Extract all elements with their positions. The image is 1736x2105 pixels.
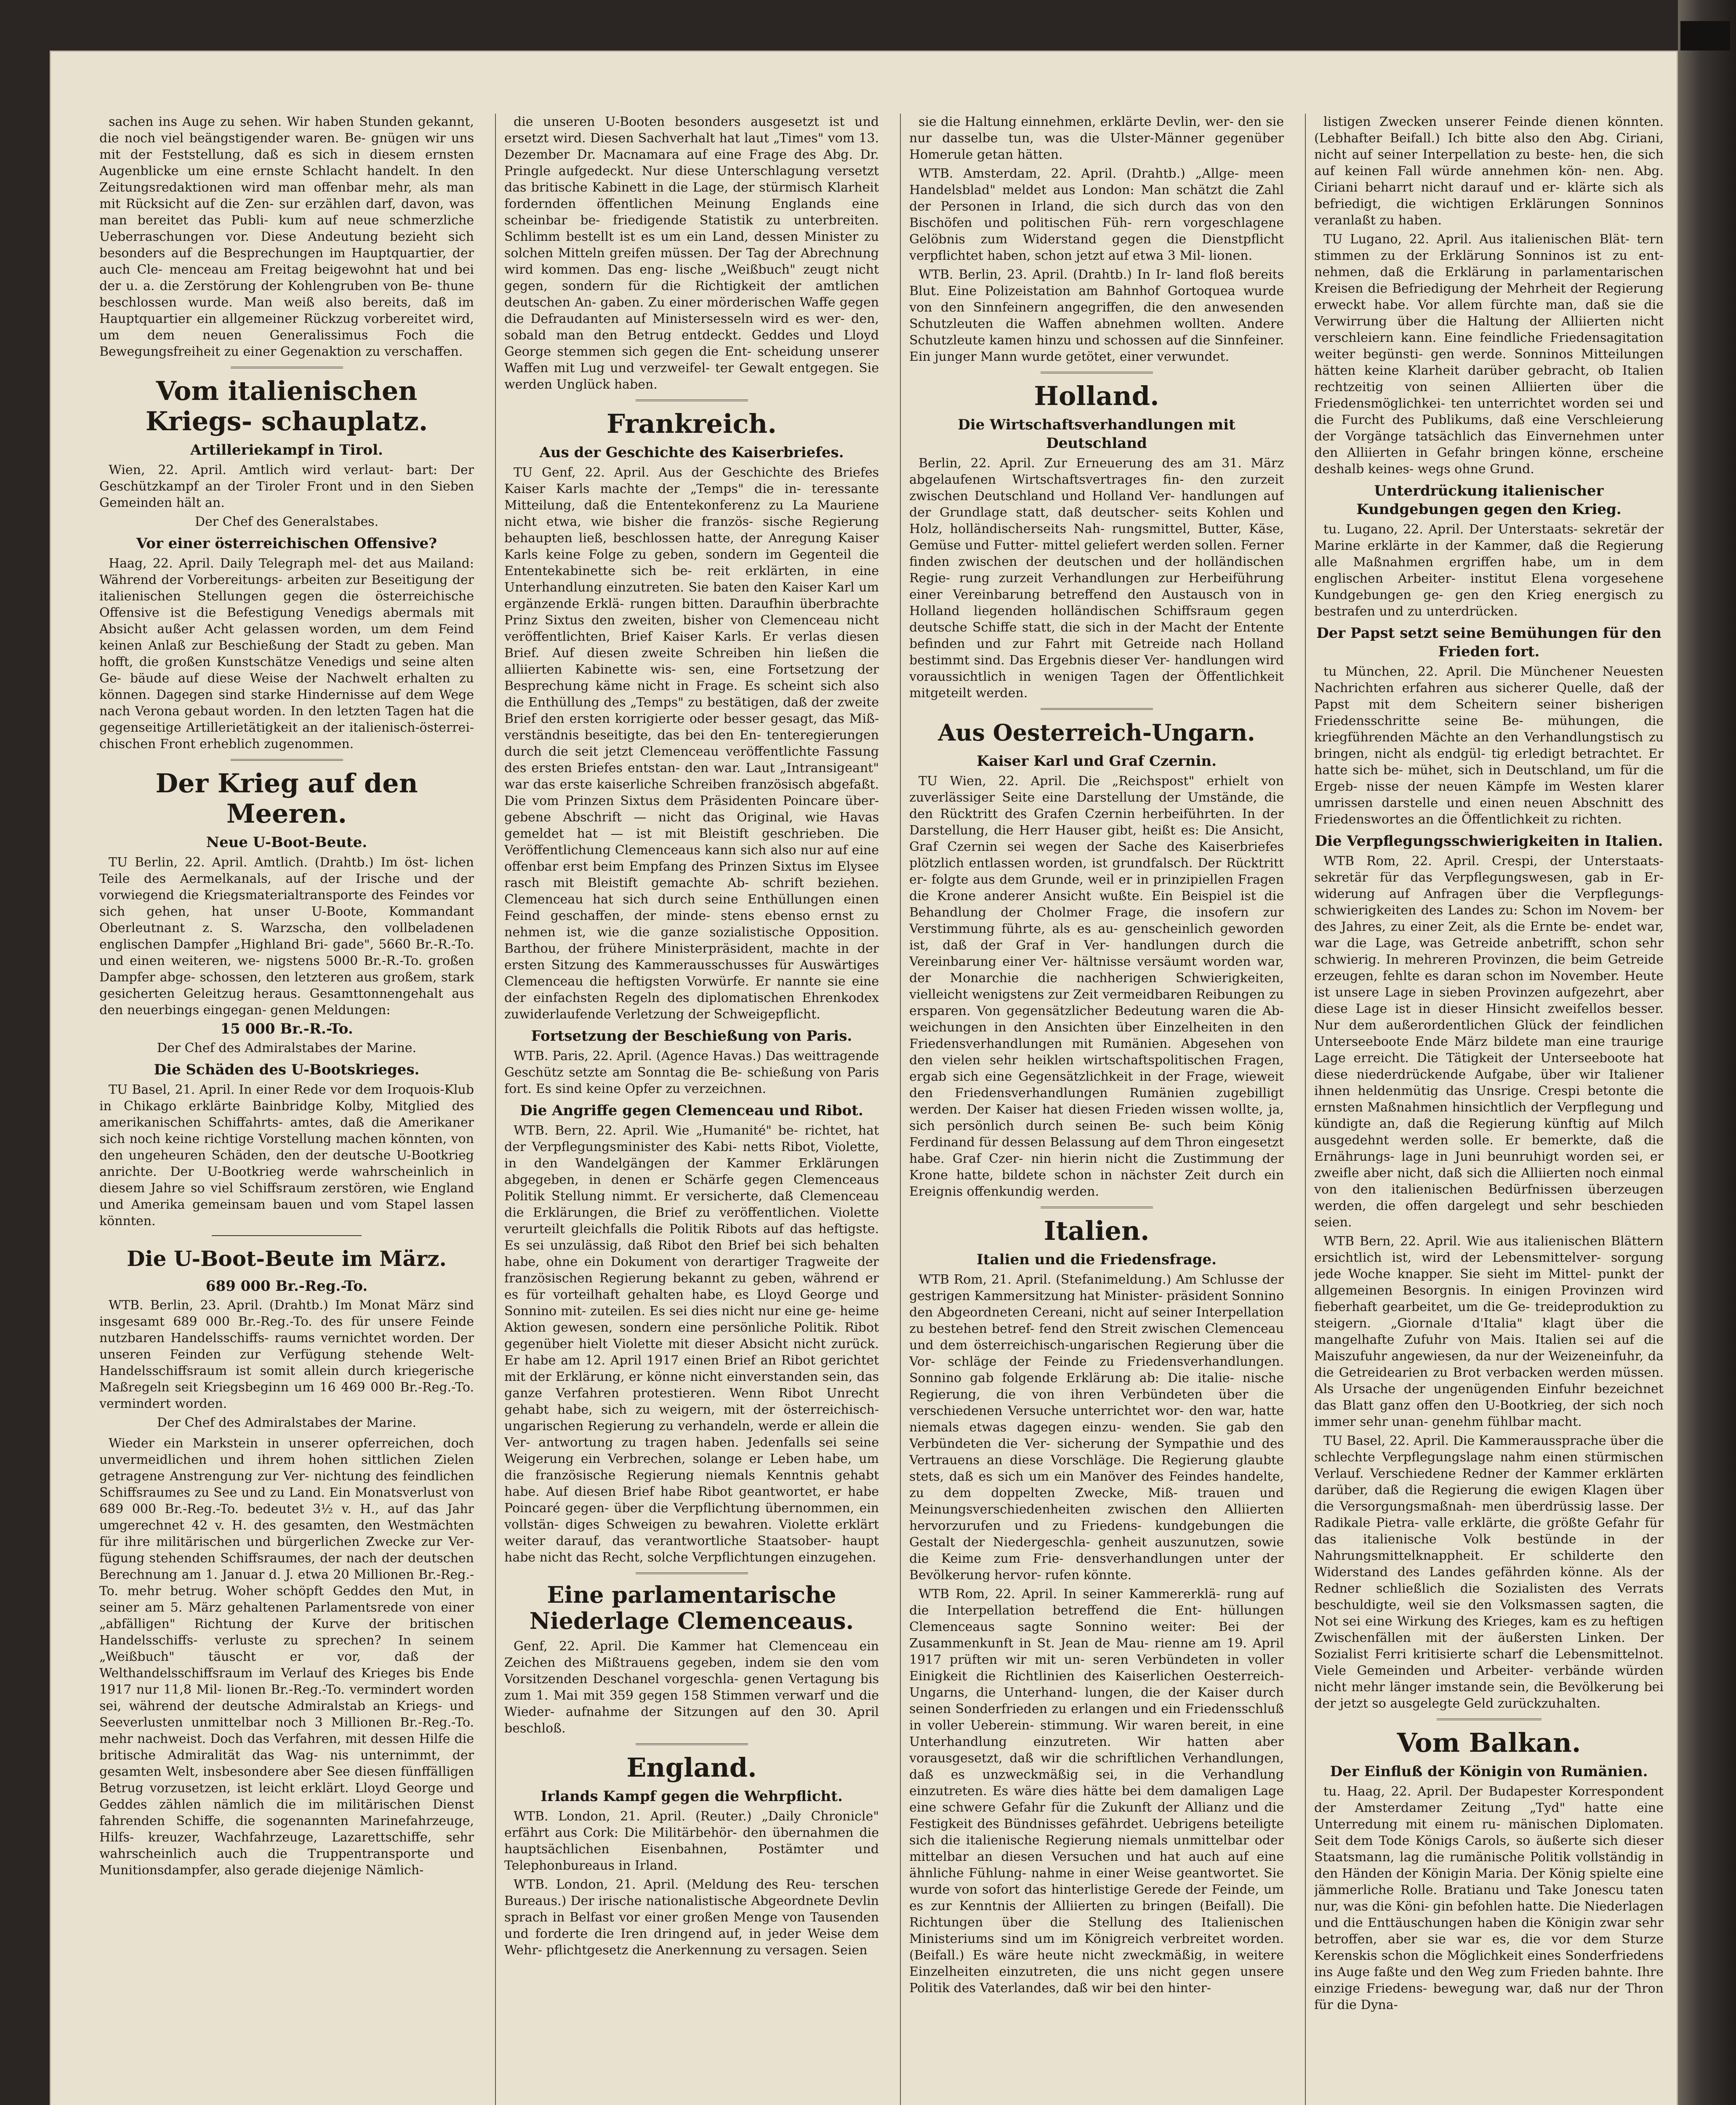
subheading: Die Verpflegungsschwierigkeiten in Italien. bbox=[1315, 833, 1663, 850]
subheading: Die Angriffe gegen Clemenceau und Ribot. bbox=[520, 1102, 863, 1119]
column-1 bbox=[99, 114, 474, 2105]
article-text: WTB Rom, 21. April. (Stefanimeldung.) Am Schlusse der gestrigen Kammersitzung hat Minister- präsident Sonnino den Abgeordneten Cereani, nicht auf seiner Interpellation zu bestehen betref- fend den Streit zwischen Clemenceau und dem österreichisch-ungarischen Regierung über die Vor- schläge der Feinde zu Friedensverhandlungen. Sonnino gab folgende Erklärung ab: Die italie- nische Regierung, die von ihren Verbündeten über die verschiedenen Versuche unterrichtet wor- den war, hatte niemals etwas dagegen einzu- wenden. Sie gab den Verbündeten die Ver- sicherung der Sympathie und des Vertrauens an diese Vorschläge. Die Regierung glaubte stets, daß es sich um ein Manöver des Feindes handelte, zu dem doppelten Zwecke, Miß- trauen und Meinungsverschiedenheiten zwischen den Alliierten hervorzurufen und zu Friedens- kundgebungen die Gestalt der Niedergeschla- genheit auszunutzen, sowie die Keime zum Frie- densverhandlungen unter der Bevölkerung hervor- rufen könnte. bbox=[909, 1272, 1284, 1583]
article-text: Wien, 22. April. Amtlich wird verlaut- bart: Der Geschützkampf an der Tiroler Front und in den Sieben Gemeinden hält an. bbox=[99, 463, 474, 510]
section-heading: Frankreich. bbox=[607, 408, 777, 439]
binder-clip bbox=[1680, 21, 1730, 51]
article-text: tu. Lugano, 22. April. Der Unterstaats- sekretär der Marine erklärte in der Kammer, daß die Regierung alle Maßnahmen ergriffen habe, um in dem englischen Arbeiter- institut Elena vorgesehene Kundgebungen ge- gen den Krieg energisch zu bestrafen und zu unterdrücken. bbox=[1314, 522, 1664, 619]
article-text: Berlin, 22. April. Zur Erneuerung des am 31. März abgelaufenen Wirtschaftsvertrages fin- den zurzeit zwischen Deutschland und Holland Ver- handlungen auf der Grundlage statt, daß deutscher- seits Kohlen und Holz, holländischerseits Nah- rungsmittel, Butter, Käse, Gemüse und Futter- mittel geliefert werden sollen. Ferner finden zwischen der deutschen und der holländischen Regie- rung zurzeit Verhandlungen zur Herbeiführung einer Vereinbarung betreffend den Austausch von in Holland liegenden holländischen Schiffsraum gegen deutsche Schiffe statt, die sich in der Macht der Entente befinden und zur Fahrt mit Getreide nach Holland bestimmt sind. Das Ergebnis dieser Ver- handlungen wird voraussichtlich in wenigen Tagen der Öffentlichkeit mitgeteilt werden. bbox=[909, 456, 1284, 701]
article-text: tu München, 22. April. Die Münchener Neuesten Nachrichten erfahren aus sicherer Quelle, daß der Papst mit dem Scheitern seiner bisherigen Friedensschritte seine Be- mühungen, die kriegführenden Mächte an den Verhandlungstisch zu bringen, nicht als endgül- tig erledigt betrachtet. Er hatte sich be- mühet, sich in Deutschland, um für die Ergeb- nisse der neuen Kämpfe im Westen klarer umrissen darstelle und einen neuen Abschnitt des Friedenswortes an die Öffentlichkeit zu richten. bbox=[1314, 664, 1664, 827]
divider bbox=[1041, 1207, 1153, 1208]
article-text: TU Lugano, 22. April. Aus italienischen Blät- tern stimmen zu der Erklärung Sonninos ist zu ent- nehmen, daß die Erklärung in parlamentarischen Kreisen die Befriedigung der Mehrheit der Regierung erweckt habe. Vor allem fürchte man, daß sie die Verwirrung über die Haltung der Alliierten nicht verschleiern kann. Eine feindliche Friedensagitation weiter begünsti- gen werde. Sonninos Mitteilungen hätten keine Klarheit darüber gebracht, ob Italien rechtzeitig von seinen Alliierten über die Friedensmöglichkei- ten unterrichtet worden sei und die Furcht des Publikums, daß eine Verschleierung der Vorgänge tatsächlich das Einvernehmen unter den Alliierten in Gefahr bringen könne, erscheine deshalb keines- wegs ohne Grund. bbox=[1314, 232, 1664, 477]
divider bbox=[1041, 708, 1153, 710]
article-text: WTB Rom, 22. April. In seiner Kammererklä- rung auf die Interpellation betreffend die Ent- hüllungen Clemenceaus sagte Sonnino weiter: Bei der Zusammenkunft in St. Jean de Mau- rienne am 19. April 1917 prüften wir mit un- seren Verbündeten in voller Einigkeit die Richtlinien des Kaiserlichen Oesterreich-Ungarns, die Unterhand- lungen, die der Kaiser durch seinen Sonderfrieden zu erlangen und ein Friedensschluß in voller Ueberein- stimmung. Wir waren bereit, in eine Unterhandlung einzutreten. Wir hatten aber vorausgesetzt, daß wir die schriftlichen Verhandlungen, daß es unzweckmäßig sei, in die Verhandlung einzutreten. Es wäre dies hätte bei dem damaligen Lage eine schwere Gefahr für die Zukunft der Allianz und die Festigkeit des Bündnisses gefährdet. Uebrigens beteiligte sich die italienische Regierung niemals unmittelbar oder mittelbar an diesen Versuchen und hat auch auf eine ähnliche Fühlung- nahme in einer Weise geantwortet. Sie wurde von sofort das hinterlistige Gerede der Feinde, um es zur Kenntnis der Alliierten zu bringen (Beifall). Die Richtungen über die Stellung des Italienischen Ministeriums sind um im Königreich verbreitet worden. (Beifall.) Es wäre heute nicht zweckmäßig, in weitere Einzelheiten einzutreten, die uns nicht gegen unsere Politik des Vaterlandes, daß wir bei den hinter- bbox=[909, 1587, 1284, 1996]
divider bbox=[212, 1235, 362, 1236]
article-text: WTB. Berlin, 23. April. (Drahtb.) Im Monat März sind insgesamt 689 000 Br.-Reg.-To. des für unsere Feinde nutzbaren Handelsschiffs- raums vernichtet worden. Der unseren Feinden zur Verfügung stehende Welt-Handelsschiffsraum ist somit allein durch kriegerische Maßregeln seit Kriegsbeginn um 16 469 000 Br.-Reg.-To. vermindert worden. bbox=[99, 1298, 474, 1411]
section-heading: Italien. bbox=[1044, 1215, 1150, 1246]
section-heading: Vom italienischen Kriegs- schauplatz. bbox=[145, 376, 428, 437]
signature-line: Der Chef des Admiralstabes der Marine. bbox=[157, 1041, 417, 1055]
column-2 bbox=[504, 114, 879, 2105]
divider bbox=[231, 367, 343, 368]
section-heading: Eine parlamentarische Niederlage Clemenceaus. bbox=[529, 1581, 854, 1634]
signature-line: Der Chef des Generalstabes. bbox=[194, 514, 379, 529]
subheading: Artilleriekampf in Tirol. bbox=[190, 442, 383, 458]
subheading: Fortsetzung der Beschießung von Paris. bbox=[531, 1028, 852, 1045]
subheading: Irlands Kampf gegen die Wehrpflicht. bbox=[541, 1788, 843, 1805]
column-3 bbox=[909, 114, 1284, 2105]
divider bbox=[636, 400, 748, 401]
subheading: Unterdrückung italienischer Kundgebungen gegen den Krieg. bbox=[1356, 482, 1622, 518]
article-text: sachen ins Auge zu sehen. Wir haben Stunden gekannt, die noch viel beängstigender waren. Be- gnügen wir uns mit der Feststellung, daß es sich in diesem ernsten Augenblicke um eine ernste Schlacht handelt. In den Zeitungsredaktionen wird man offenbar mehr, als man mit Rücksicht auf die Zen- sur erzählen darf, davon, was man bereitet das Publi- kum auf neue schmerzliche Ueberraschungen vor. Diese Andeutung bezieht sich besonders auf die Besprechungen im Hauptquartier, der auch Cle- menceau am Freitag beigewohnt hat und bei der u. a. die Zerstörung der Kohlengruben von Be- thune beschlossen wurde. Man weiß also bereits, daß im Hauptquartier ein allgemeiner Rückzug vorbereitet wird, um dem neuen Generalissimus Foch die Bewegungsfreiheit zu einer Gegenaktion zu verschaffen. bbox=[99, 115, 474, 359]
subheading: Neue U-Boot-Beute. bbox=[206, 834, 367, 851]
column-rule bbox=[1305, 114, 1306, 2105]
subheading: Italien und die Friedensfrage. bbox=[977, 1251, 1217, 1268]
section-heading: Die U-Boot-Beute im März. bbox=[127, 1246, 447, 1271]
article-text: TU Basel, 22. April. Die Kammeraussprache über die schlechte Verpflegungslage nahm einen stürmischen Verlauf. Verschiedene Redner der Kammer erklärten darüber, daß die Regierung die ewigen Klagen über die Versorgungsmaßnah- men überdrüssig lasse. Der Radikale Pietra- valle erklärte, die größte Gefahr für das italienische Volk bestünde in der Nahrungsmittelknappheit. Er schilderte den Widerstand des Landes gefährden könne. Als der Redner schließlich die Sozialisten des Verrats beschuldigte, weil sie den Volksmassen sagten, die Not sei eine Wirkung des Krieges, kam es zu heftigen Zwischenfällen mit der äußersten Linken. Der Sozialist Ferri kritisierte scharf die Lebensmittelnot. Viele Gemeinden und Arbeiter- verbände würden nicht mehr länger imstande sein, die Bevölkerung bei der jetzt so ausgelegte Geld zurückzuhalten. bbox=[1314, 1434, 1664, 1711]
subheading: Die Wirtschaftsverhandlungen mit Deutschland bbox=[958, 416, 1235, 452]
article-text: WTB Rom, 22. April. Crespi, der Unterstaats- sekretär für das Verpflegungswesen, gab in Er- widerung auf Anfragen über die Verpflegungs- schwierigkeiten des Landes zu: Schon im Novem- ber des Jahres, zu einer Zeit, als die Ernte be- endet war, war die Lage, was Getreide anbetrifft, schon sehr schwierig. In mehreren Provinzen, die beim Getreide erzeugen, fehlte es daran schon im November. Heute ist unsere Lage in sieben Provinzen aufgezehrt, aber diese Lage ist in dieser Hinsicht zweifellos besser. Nur dem außerordentlichen Glück der feindlichen Unterseeboote Ende März bildete man eine traurige Lage erreicht. Die Tätigkeit der Unterseeboote hat diese niederdrückende Aufgabe, über wir Italiener ihnen heldenmütig das Unsrige. Crespi betonte die ernsten Maßnahmen hinsichtlich der Verpflegung und kündigte an, daß die Regierung künftig auf Milch ausgedehnt werden solle. Er bemerkte, daß die Ernährungs- lage in Juni beunruhigt worden sei, er zweifle aber nicht, daß sich die Alliierten noch einmal von den italienischen Bedürfnissen überzeugen werden, die offen dargelegt und sehr beschieden seien. bbox=[1314, 854, 1664, 1230]
tonnage-figure: 15 000 Br.-R.-To. bbox=[220, 1021, 353, 1037]
article-text: sie die Haltung einnehmen, erklärte Devlin, wer- den sie nur dasselbe tun, was die Ulster-Männer gegenüber Homerule getan hätten. bbox=[909, 115, 1284, 162]
subheading: Kaiser Karl und Graf Czernin. bbox=[977, 753, 1217, 770]
newspaper-page bbox=[50, 51, 1678, 2105]
column-rule bbox=[900, 114, 901, 2105]
article-text: WTB. London, 21. April. (Meldung des Reu- terschen Bureaus.) Der irische nationalistische Abgeordnete Devlin sprach in Belfast vor einer großen Menge von Tausenden und forderte die Iren dringend auf, in jeder Weise dem Wehr- pflichtgesetz die Anerkennung zu versagen. Seien bbox=[504, 1877, 879, 1958]
section-heading: Vom Balkan. bbox=[1397, 1727, 1581, 1758]
divider bbox=[636, 1743, 748, 1745]
section-heading: Der Krieg auf den Meeren. bbox=[155, 768, 418, 829]
article-text: die unseren U-Booten besonders ausgesetzt ist und ersetzt wird. Diesen Sachverhalt hat laut „Times" vom 13. Dezember Dr. Macnamara auf eine Frage des Abg. Dr. Pringle aufgedeckt. Nur diese Unterschlagung versetzt das britische Kabinett in die Lage, der stürmisch Klarheit fordernden öffentlichen Meinung Englands eine scheinbar be- friedigende Statistik zu unterbreiten. Schlimm bestellt ist es um ein Land, dessen Minister zu solchen Mitteln greifen müssen. Der Tag der Abrechnung wird kommen. Das eng- lische „Weißbuch" zeugt nicht gegen, sondern für die Richtigkeit der amtlichen deutschen An- gaben. Zu einer mörderischen Waffe gegen die Defraudanten auf Ministersesseln wird es wer- den, sobald man den Betrug entdeckt. Geddes und Lloyd George stemmen sich gegen die Ent- scheidung unserer Waffen mit Lug und verzweifel- ter Gewalt entgegen. Sie werden Unglück haben. bbox=[504, 115, 879, 392]
subheading: Der Papst setzt seine Bemühungen für den Frieden fort. bbox=[1316, 625, 1661, 660]
article-text: Wieder ein Markstein in unserer opferreichen, doch unvermeidlichen und ihrem hohen sittlichen Zielen getragene Anstrengung zur Ver- nichtung des feindlichen Schiffsraumes zu See und zu Land. Ein Monatsverlust von 689 000 Br.-Reg.-To. bedeutet 3½ v. H., auf das Jahr umgerechnet 42 v. H. des gesamten, den Westmächten für ihre militärischen und bürgerlichen Zwecke zur Ver- fügung stehenden Schiffsraumes, der nach der deutschen Berechnung am 1. Januar d. J. etwa 20 Millionen Br.-Reg.-To. mehr betrug. Woher schöpft Geddes den Mut, in seiner am 5. März gehaltenen Parlamentsrede von einer „abfälligen" Richtung der Kurve der britischen Handelsschiffs- verluste zu sprechen? In seinem „Weißbuch" täuscht er vor, daß der Welthandelsschiffsraum im Verlauf des Krieges bis Ende 1917 nur 11,8 Mil- lionen Br.-Reg.-To. vermindert worden sei, während der deutsche Admiralstab an Kriegs- und Seeverlusten unmittelbar noch 3 Millionen Br.-Reg.-To. mehr nachweist. Doch das Verfahren, mit dessen Hilfe die britische Admiralität das Wag- nis unternimmt, der gesamten Welt, insbesondere aber See diesen fünffälligen Betrug vorzusetzen, ist leicht erklärt. Lloyd George und Geddes zählen nämlich die im militärischen Dienst fahrenden Schiffe, die sogenannten Marinefahrzeuge, Hilfs- kreuzer, Wachfahrzeuge, Lazarettschiffe, sehr wahrscheinlich auch die Truppentransporte und Munitionsdampfer, also gerade diejenige Nämlich- bbox=[99, 1436, 474, 1878]
column-4 bbox=[1314, 114, 1664, 2105]
subheading: Die Schäden des U-Bootskrieges. bbox=[154, 1061, 420, 1078]
article-text: TU Genf, 22. April. Aus der Geschichte des Briefes Kaiser Karls machte der „Temps" die in- teressante Mitteilung, daß die Ententekonferenz zu La Mauriene nicht etwa, wie bisher die französ- sische Regierung behaupten ließ, beschlossen hatte, der Anregung Kaiser Karls keine Folge zu geben, sondern im Gegenteil die Ententekabinette sich be- reit erklärten, in eine Unterhandlung einzutreten. Sie baten den Kaiser Karl um ergänzende Erklä- rungen bitten. Daraufhin überbrachte Prinz Sixtus den zweiten, bisher von Clemenceau nicht veröffentlichten, Brief Kaiser Karls. Er verlas diesen Brief. Auf diesen zweite Schreiben hin ließen die alliierten Kabinette wis- sen, eine Fortsetzung der Besprechung käme nicht in Frage. Es scheint sich also die Enthüllung des „Temps" zu bestätigen, daß der zweite Brief den ersten korrigierte oder besser gesagt, das Miß- verständnis beseitigte, das bei den En- tenteregierungen durch die seit jetzt Clemenceau veröffentlichte Fassung des ersten Briefes entstan- den war. Laut „Intransigeant" war das erste kaiserliche Schreiben französisch abgefaßt. Die vom Prinzen Sixtus dem Präsidenten Poincare über- gebene Abschrift — nicht das Original, wie Havas gemeldet hat — ist mit Bleistift geschrieben. Die Veröffentlichung Clemenceaus kann sich also nur auf eine offenbar erst beim Empfang des Prinzen Sixtus im Elysee rasch mit Bleistift gemachte Ab- schrift beziehen. Clemenceau hat sich durch seine Enthüllungen einen Feind geschaffen, der minde- stens ebenso ernst zu nehmen ist, wie die ganze sozialistische Opposition. Barthou, der frühere Ministerpräsident, machte in der ersten Sitzung des Kammerausschusses für Auswärtiges Clemenceau die heftigsten Vorwürfe. Er nannte sie eine der einfachsten Regeln des diplomatischen Ehrenkodex zuwiderlaufende Verletzung der Schweigepflicht. bbox=[504, 465, 879, 1022]
article-text: WTB Bern, 22. April. Wie aus italienischen Blättern ersichtlich ist, wird der Lebensmittelver- sorgung jede Woche knapper. Sie sieht im Mittel- punkt der allgemeinen Besorgnis. In einigen Provinzen wird fieberhaft gearbeitet, um die Ge- treideproduktion zu steigern. „Giornale d'Italia" klagt über die mangelhafte Zufuhr von Mais. Italien sei auf die Maiszufuhr angewiesen, da nur der Weizeneinfuhr, da die Getreidearien zu Brot verbacken werden müssen. Als Ursache der ungenügenden Einfuhr bezeichnet das Blatt ganz offen den U-Bootkrieg, der sich noch immer sehr unan- genehm fühlbar macht. bbox=[1314, 1234, 1664, 1429]
divider bbox=[231, 759, 343, 761]
subheading: Aus der Geschichte des Kaiserbriefes. bbox=[539, 444, 844, 461]
tonnage-figure: 689 000 Br.-Reg.-To. bbox=[205, 1278, 368, 1295]
article-text: WTB. London, 21. April. (Reuter.) „Daily Chronicle" erfährt aus Cork: Die Militärbehör- den übernahmen die hauptsächlichen Eisenbahnen, Postämter und Telephonbureaus in Irland. bbox=[504, 1809, 879, 1873]
article-text: tu. Haag, 22. April. Der Budapester Korrespondent der Amsterdamer Zeitung „Tyd" hatte eine Unterredung mit einem ru- mänischen Diplomaten. Seit dem Tode Königs Carols, so äußerte sich dieser Staatsmann, lag die rumänische Politik vollständig in den Händen der Königin Maria. Der König spielte eine jämmerliche Rolle. Bratianu und Take Jonescu taten nur, was die Köni- gin befohlen hatte. Die Niederlagen und die Enttäuschungen haben die Königin zwar sehr betroffen, aber sie war es, die vor dem Sturze Kerenskis schon die Möglichkeit eines Sonderfriedens ins Auge faßte und den Weg zum Frieden bahnte. Ihre einzige Friedens- bewegung war, daß nur der Thron für die Dyna- bbox=[1314, 1784, 1664, 2012]
section-heading: Aus Oesterreich-Ungarn. bbox=[938, 719, 1255, 746]
divider bbox=[1437, 1719, 1542, 1720]
divider bbox=[1041, 372, 1153, 373]
subheading: Vor einer österreichischen Offensive? bbox=[136, 535, 437, 552]
page-edge bbox=[1678, 0, 1736, 2105]
article-text: WTB. Paris, 22. April. (Agence Havas.) Das weittragende Geschütz setzte am Sonntag die Be- schießung von Paris fort. Es sind keine Opfer zu verzeichnen. bbox=[504, 1049, 879, 1096]
article-text: Haag, 22. April. Daily Telegraph mel- det aus Mailand: Während der Vorbereitungs- arbeiten zur Beseitigung der italienischen Stellungen gegen die österreichische Offensive ist die Befestigung Venedigs abermals mit Absicht außer Acht gelassen worden, um dem Feind keinen Anlaß zur Beschießung der Stadt zu geben. Man hofft, die großen Kunstschätze Venedigs und seine alten Ge- bäude auf diese Weise der Nachwelt erhalten zu können. Dagegen sind starke Hindernisse auf dem Wege nach Verona gebaut worden. In den letzten Tagen hat die gegenseitige Artillerietätigkeit an der italienisch-österrei- chischen Front erheblich zugenommen. bbox=[99, 556, 474, 751]
section-heading: England. bbox=[626, 1752, 757, 1783]
article-text: listigen Zwecken unserer Feinde dienen könnten. (Lebhafter Beifall.) Ich bitte also den Abg. Ciriani, nicht auf seiner Interpellation zu beste- hen, die sich auf keinen Fall würde annehmen kön- nen. Abg. Ciriani beharrt nicht darauf und er- klärte sich als befriedigt, die wichtigen Erklärungen Sonninos veranlaßt zu haben. bbox=[1314, 115, 1664, 228]
section-heading: Holland. bbox=[1034, 381, 1159, 411]
subheading: Der Einfluß der Königin von Rumänien. bbox=[1330, 1763, 1648, 1780]
article-text: Genf, 22. April. Die Kammer hat Clemenceau ein Zeichen des Mißtrauens gegeben, indem sie den vom Vorsitzenden Deschanel vorgeschla- genen Vertagung bis zum 1. Mai mit 359 gegen 158 Stimmen verwarf und die Wieder- aufnahme der Sitzungen auf den 30. April beschloß. bbox=[504, 1639, 879, 1736]
column-rule bbox=[495, 114, 496, 2105]
article-text: TU Wien, 22. April. Die „Reichspost" erhielt von zuverlässiger Seite eine Darstellung der Umstände, die den Rücktritt des Grafen Czernin herbeiführten. In der Darstellung, die Herr Hauser gibt, heißt es: Die Ansicht, Graf Czernin sei wegen der Sache des Kaiserbriefes plötzlich entlassen worden, ist grundfalsch. Der Rücktritt er- folgte aus dem Grunde, weil er in prinzipiellen Fragen die Krone anderer Ansicht wußte. Ein Beispiel ist die Behandlung der Cholmer Frage, die insofern zur Verstimmung führte, als es au- genscheinlich geworden ist, daß der Graf in Ver- handlungen durch die Vereinbarung einer Ver- hältnisse versäumt worden war, der Monarchie die nachherigen Schwierigkeiten, vielleicht wenigstens zur Zeit vermeidbaren Reibungen zu ersparen. Von gegensätzlicher Bedeutung waren die Ab- weichungen in den Ansichten über Einzelheiten in den Friedensverhandlungen mit Rumänien. Abgesehen von den vielen sehr heiklen wirtschaftspolitischen Fragen, ergab sich eine Gegensätzlichkeit in der Frage, wieweit den Friedensverhandlungen Rumänien zugebilligt werden. Der Kaiser hat diesen Frieden wissen wollte, ja, sich persönlich durch seinen Be- such beim König Ferdinand für dessen Belassung auf dem Thron eingesetzt habe. Graf Czer- nin hierin nicht die Zustimmung der Krone hatte, bildete schon in nächster Zeit durch ein Ereignis offenkundig werden. bbox=[909, 774, 1284, 1199]
article-text: WTB. Bern, 22. April. Wie „Humanité" be- richtet, hat der Verpflegungsminister des Kabi- netts Ribot, Violette, in den Wandelgängen der Kammer Erklärungen abgegeben, in denen er Schärfe gegen Clemenceaus Politik Stellung nimmt. Er versicherte, daß Clemenceau die Erklärungen, die Brief zu veröffentlichen. Violette verurteilt gleichfalls die Politik Ribots auf das heftigste. Es sei unzulässig, daß Ribot den Brief bei sich behalten habe, ohne ein Dokument von derartiger Tragweite der französischen Regierung bekannt zu geben, während er es für vorteilhaft gehalten habe, es Lloyd George und Sonnino mit- zuteilen. Es sei dies nicht nur eine ge- heime Aktion gewesen, sondern eine persönliche Politik. Ribot gegenüber hielt Violette mit dieser Absicht nicht zurück. Er habe am 12. April 1917 einen Brief an Ribot gerichtet mit der Erklärung, er könne nicht einverstanden sein, das ganze Verfahren protestieren. Wenn Ribot Unrecht gehabt habe, sich zu weigern, mit der österreichisch-ungarischen Regierung zu verhandeln, werde er allein die Ver- antwortung zu tragen haben. Jedenfalls sei seine Weigerung ein Verbrechen, solange er Leben habe, um die französische Regierung niemals Kenntnis gehabt habe. Auf diesen Brief habe Ribot geantwortet, er habe Poincaré gegen- über die Verpflichtung übernommen, ein vollstän- diges Schweigen zu bewahren. Violette erklärt weiter darauf, das verantwortliche Staatsober- haupt habe nicht das Recht, solche Verpflichtungen einzugehen. bbox=[504, 1123, 879, 1565]
divider bbox=[636, 1572, 748, 1574]
article-text: TU Basel, 21. April. In einer Rede vor dem Iroquois-Klub in Chikago erklärte Bainbridge Kolby, Mitglied des amerikanischen Schiffahrts- amtes, daß die Amerikaner sich noch keine richtige Vorstellung machen könnten, von den ungeheuren Schäden, den der deutsche U-Bootkrieg anrichte. Der U-Bootkrieg werde wahrscheinlich in diesem Jahre so viel Schiffsraum zerstören, wie England und Amerika gemeinsam bauen und vom Stapel lassen könnten. bbox=[99, 1082, 474, 1228]
article-text: TU Berlin, 22. April. Amtlich. (Drahtb.) Im öst- lichen Teile des Aermelkanals, auf der Irische und der vorwiegend die Kriegsmaterialtransporte des Feindes vor sich gehen, hat unser U-Boote, Kommandant Oberleutnant z. S. Warzscha, den vollbeladenen englischen Dampfer „Highland Bri- gade", 5660 Br.-R.-To. und einen weiteren, we- nigstens 5000 Br.-R.-To. großen Dampfer abge- schossen, den letzteren aus großem, stark gesicherten Geleitzug heraus. Gesamttonnengehalt aus den neuerbings eingegan- genen Meldungen: bbox=[99, 855, 474, 1018]
signature-line: Der Chef des Admiralstabes der Marine. bbox=[157, 1415, 417, 1430]
article-text: WTB. Berlin, 23. April. (Drahtb.) In Ir- land floß bereits Blut. Eine Polizeistation am Bahnhof Gortoquea wurde von den Sinnfeinern angegriffen, die den anwesenden Schutzleuten die Waffen abnehmen wollten. Andere Schutzleute kamen hinzu und schossen auf die Sinnfeiner. Ein junger Mann wurde getötet, einer verwundet. bbox=[909, 267, 1284, 364]
article-text: WTB. Amsterdam, 22. April. (Drahtb.) „Allge- meen Handelsblad" meldet aus London: Man schätzt die Zahl der Personen in Irland, die sich durch das von den Bischöfen und politischen Füh- rern vorgeschlagene Gelöbnis zum Widerstand gegen die Dienstpflicht verpflichtet haben, schon jetzt auf etwa 3 Mil- lionen. bbox=[909, 166, 1284, 263]
